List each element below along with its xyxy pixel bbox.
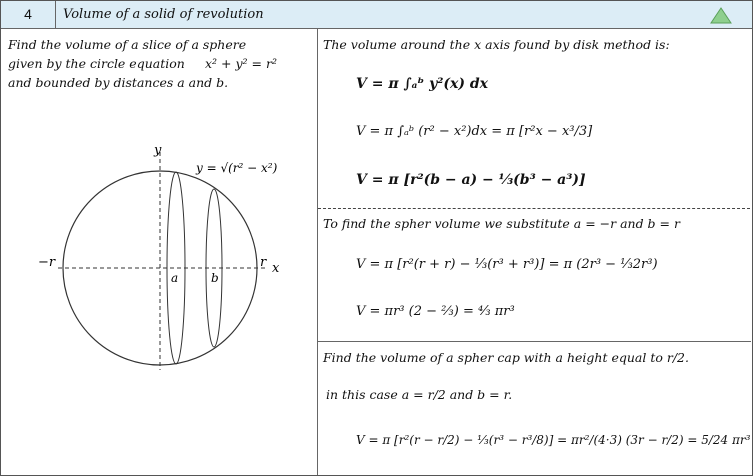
section2-formula-1: V = π [r²(r + r) − ⅓(r³ + r³)] = π (2r³ − ⅓2r³) [356, 257, 658, 272]
section2-formula-2: V = πr³ (2 − ⅔) = ⁴⁄₃ πr³ [356, 304, 515, 319]
section2-intro: To find the spher volume we substitute a = −r and b = r [323, 216, 680, 231]
triangle-up-icon[interactable] [710, 6, 732, 24]
section3-intro: Find the volume of a spher cap with a height equal to r/2. [323, 350, 689, 365]
section3-case: in this case a = r/2 and b = r. [326, 387, 513, 402]
problem-line-3: and bounded by distances a and b. [8, 75, 229, 90]
a-label: a [171, 271, 179, 285]
sphere-figure [0, 130, 317, 390]
section1-formula-3: V = π [r²(b − a) − ⅓(b³ − a³)] [356, 172, 586, 188]
dashed-divider [318, 208, 750, 209]
x-axis-label: x [272, 261, 280, 276]
section1-formula-2: V = π ∫ₐᵇ (r² − x²)dx = π [r²x − x³/3] [356, 124, 593, 139]
problem-line-2: given by the circle equation [8, 56, 185, 71]
y-axis-label: y [154, 143, 162, 158]
pos-r-label: r [260, 255, 267, 270]
section-number: 4 [1, 1, 56, 28]
b-label: b [211, 271, 219, 285]
section-title: Volume of a solid of revolution [63, 7, 264, 22]
neg-r-label: −r [38, 255, 56, 270]
section3-formula-1: V = π [r²(r − r/2) − ⅓(r³ − r³/8)] = πr²/(4·3) (3r − r/2) = 5/24 πr³ [356, 433, 751, 447]
slice-a [167, 172, 185, 364]
problem-line-1: Find the volume of a slice of a sphere [8, 37, 247, 52]
row-divider [318, 341, 751, 342]
curve-label: y = √(r² − x²) [196, 161, 278, 175]
column-divider [317, 29, 318, 475]
section1-formula-1: V = π ∫ₐᵇ y²(x) dx [356, 76, 489, 92]
problem-equation: x² + y² = r² [205, 56, 277, 71]
section1-intro: The volume around the x axis found by disk method is: [323, 37, 670, 52]
header-bar [1, 1, 752, 29]
